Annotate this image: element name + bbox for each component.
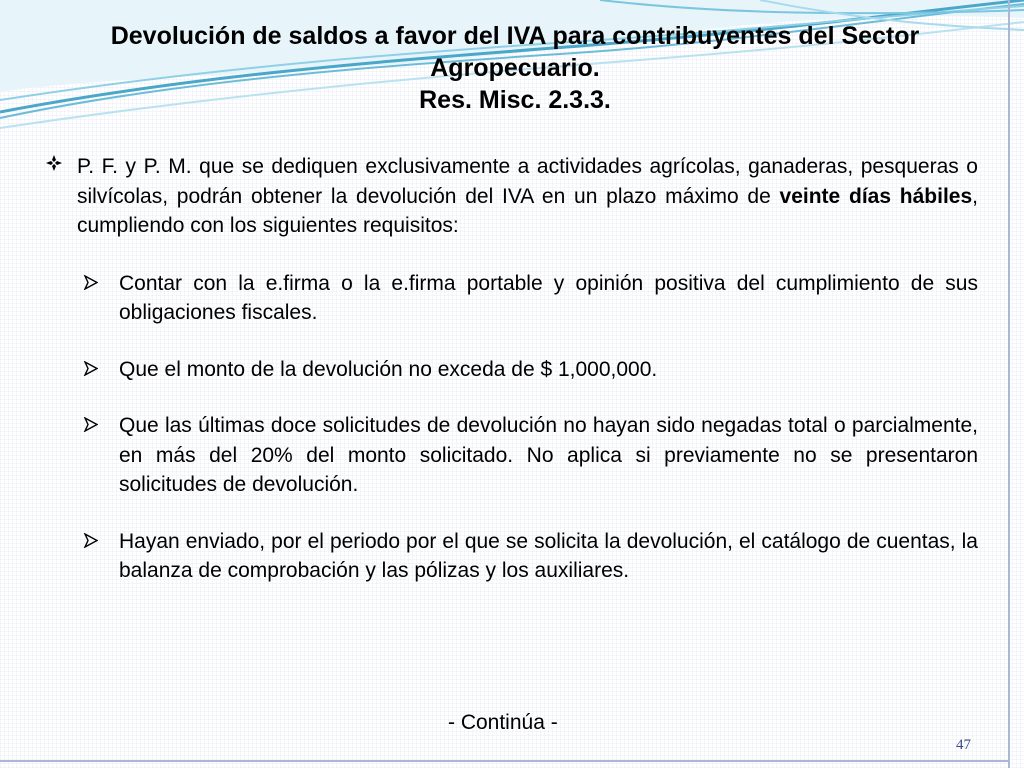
requirement-text: Que el monto de la devolución no exceda de $ 1,000,000. [119, 357, 658, 381]
list-item [77, 411, 978, 500]
list-item [77, 269, 978, 328]
intro-paragraph [46, 152, 978, 241]
slide-title [40, 20, 990, 116]
title-line-3: Res. Misc. 2.3.3. [419, 86, 611, 114]
requirement-text: Hayan enviado, por el periodo por el que se solicita la devolución, el catálogo de cuentas, la balanza de comprobación y las pólizas y los auxiliares. [119, 529, 978, 582]
title-line-2: Agropecuario. [430, 54, 600, 82]
list-item [77, 355, 978, 385]
right-border-line [1008, 0, 1010, 768]
arrow-bullet-icon [83, 361, 98, 376]
bottom-border-line [0, 760, 1010, 762]
title-line-1: Devolución de saldos a favor del IVA para contribuyentes del Sector [110, 22, 920, 50]
intro-text-bold: veinte días hábiles [779, 184, 973, 208]
requirement-text: Contar con la e.firma o la e.firma portable y opinión positiva del cumplimiento de sus obligaciones fiscales. [119, 271, 978, 324]
intro-text-end: , cumpliendo con los siguientes requisitos: [77, 184, 978, 237]
diamond-bullet-icon [46, 155, 62, 171]
continues-label: - Continúa - [448, 711, 558, 734]
list-item [77, 527, 978, 586]
arrow-bullet-icon [83, 417, 98, 432]
slide-content [46, 152, 978, 613]
intro-text-start: P. F. y P. M. que se dediquen exclusivamente a actividades agrícolas, ganaderas, pesqueras o silvícolas, podrán obtener la devolución del IVA en un plazo máximo de [77, 155, 978, 208]
arrow-bullet-icon [83, 275, 98, 290]
arrow-bullet-icon [83, 533, 98, 548]
page-number: 47 [956, 737, 971, 753]
requirements-list [46, 269, 978, 586]
requirement-text: Que las últimas doce solicitudes de devolución no hayan sido negadas total o parcialmente, en más del 20% del monto solicitado. No aplica si previamente no se presentaron solicitudes de devolución. [119, 414, 978, 496]
